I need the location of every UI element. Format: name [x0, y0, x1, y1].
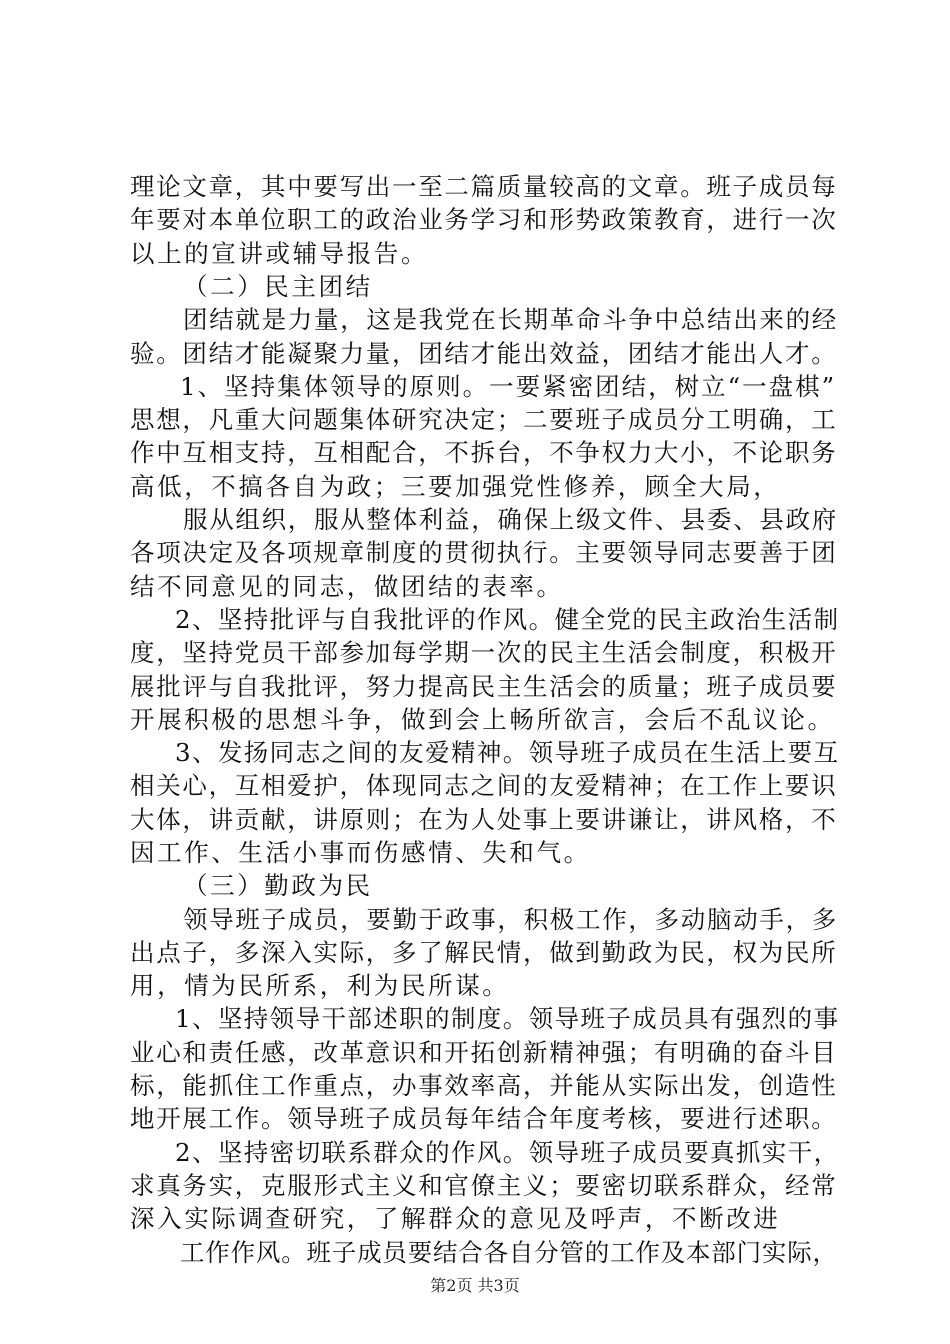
text-line: 展批评与自我批评，努力提高民主生活会的质量；班子成员要 [130, 672, 838, 701]
text-line: 因工作、生活小事而伤感情、失和气。 [130, 838, 591, 867]
text-line: 以上的宣讲或辅导报告。 [130, 239, 429, 268]
text-line: 工作作风。班子成员要结合各自分管的工作及本部门实际， [180, 1238, 838, 1267]
text-line: 地开展工作。领导班子成员每年结合年度考核，要进行述职。 [130, 1104, 838, 1133]
section-heading: （二）民主团结 [183, 272, 373, 301]
text-line: 3、发扬同志之间的友爱精神。领导班子成员在生活上要互 [175, 738, 840, 767]
text-line: 求真务实，克服形式主义和官僚主义；要密切联系群众，经常 [130, 1171, 838, 1200]
text-line: 相关心，互相爱护，体现同志之间的友爱精神；在工作上要识 [130, 771, 838, 800]
text-line: 各项决定及各项规章制度的贯彻执行。主要领导同志要善于团 [130, 538, 838, 567]
text-line: 高低，不搞各自为政；三要加强党性修养，顾全大局， [130, 472, 781, 501]
text-line: 2、坚持密切联系群众的作风。领导班子成员要真抓实干， [175, 1138, 840, 1167]
text-line: 团结就是力量，这是我党在长期革命斗争中总结出来的经 [183, 305, 838, 334]
section-heading: （三）勤政为民 [183, 871, 373, 900]
text-line: 业心和责任感，改革意识和开拓创新精神强；有明确的奋斗目 [130, 1038, 838, 1067]
text-line: 深入实际调查研究，了解群众的意见及呼声，不断改进 [130, 1204, 781, 1233]
text-line: 1、坚持集体领导的原则。一要紧密团结，树立“一盘棋” [180, 372, 837, 401]
text-line: 出点子，多深入实际，多了解民情，做到勤政为民，权为民所 [130, 938, 838, 967]
text-line: 作中互相支持，互相配合，不拆台，不争权力大小，不论职务 [130, 438, 838, 467]
text-line: 思想，凡重大问题集体研究决定；二要班子成员分工明确，工 [130, 405, 838, 434]
text-line: 结不同意见的同志，做团结的表率。 [130, 572, 564, 601]
page-number-footer: 第2页 共3页 [430, 1276, 520, 1295]
text-line: 年要对本单位职工的政治业务学习和形势政策教育，进行一次 [130, 205, 838, 234]
text-line: 2、坚持批评与自我批评的作风。健全党的民主政治生活制 [175, 605, 840, 634]
text-line: 度，坚持党员干部参加每学期一次的民主生活会制度，积极开 [130, 638, 838, 667]
text-line: 领导班子成员，要勤于政事，积极工作，多动脑动手，多 [183, 905, 838, 934]
text-line: 1、坚持领导干部述职的制度。领导班子成员具有强烈的事 [175, 1004, 840, 1033]
text-line: 服从组织，服从整体利益，确保上级文件、县委、县政府 [183, 505, 838, 534]
text-line: 用，情为民所系，利为民所谋。 [130, 971, 510, 1000]
text-line: 理论文章，其中要写出一至二篇质量较高的文章。班子成员每 [130, 172, 838, 201]
text-line: 验。团结才能凝聚力量，团结才能出效益，团结才能出人才。 [130, 339, 838, 368]
text-line: 大体，讲贡献，讲原则；在为人处事上要讲谦让，讲风格，不 [130, 805, 838, 834]
text-line: 开展积极的思想斗争，做到会上畅所欲言，会后不乱议论。 [130, 705, 835, 734]
text-line: 标，能抓住工作重点，办事效率高，并能从实际出发，创造性 [130, 1071, 838, 1100]
